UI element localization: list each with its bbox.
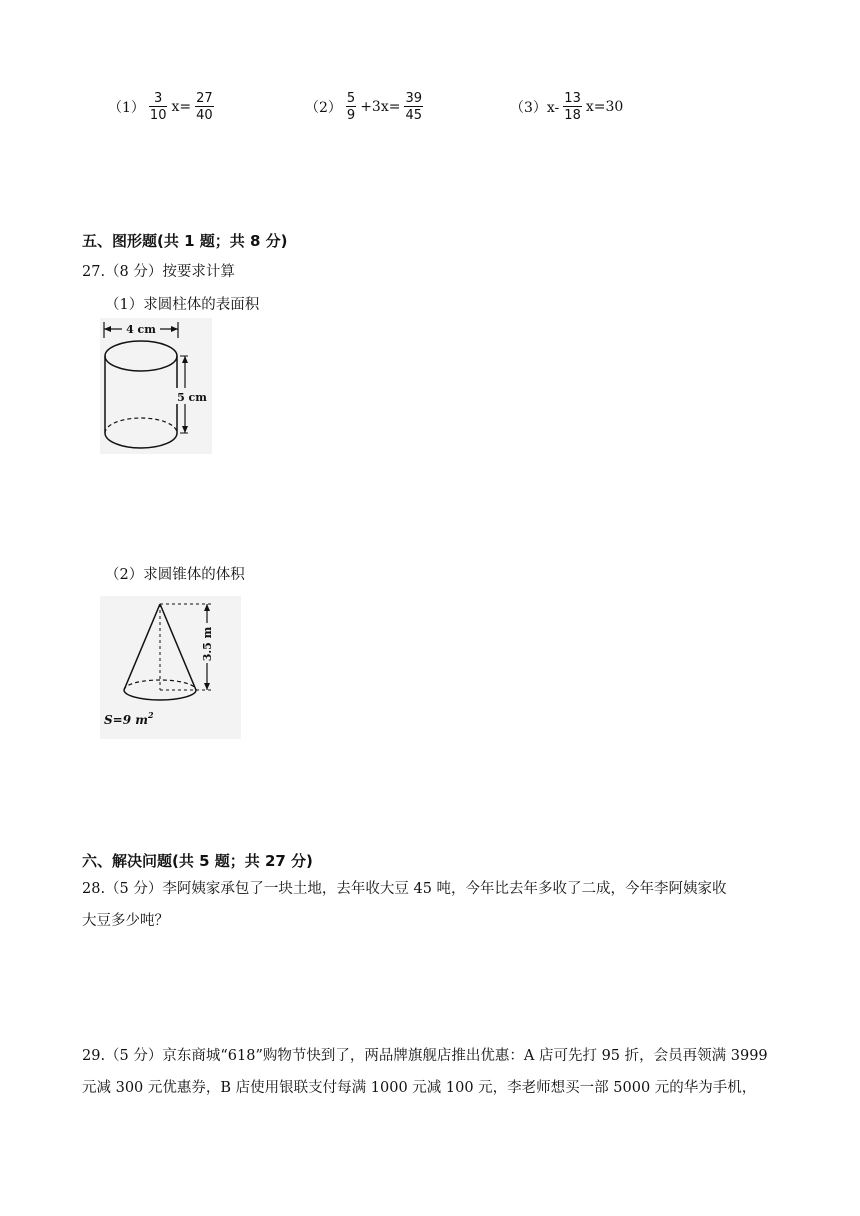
fraction [149, 92, 168, 122]
numerator: 3 [154, 91, 163, 106]
equation-1-label: （1） [108, 100, 145, 116]
question-28-line-2: 大豆多少吨？ [82, 913, 169, 929]
equation-3-label: （3）x- [510, 100, 560, 116]
numerator: 39 [405, 91, 423, 106]
fraction [404, 92, 423, 122]
denominator: 40 [196, 108, 213, 123]
denominator: 9 [346, 108, 356, 123]
denominator: 45 [405, 108, 423, 123]
numerator: 5 [346, 91, 356, 106]
equation-2 [305, 90, 427, 124]
height-label: 5 cm [177, 391, 207, 404]
equation-3 [510, 90, 623, 124]
numerator: 27 [196, 91, 213, 106]
fraction [563, 92, 582, 122]
fraction [195, 92, 214, 122]
cylinder-figure [100, 318, 212, 454]
equation-1-text: x= [171, 99, 192, 115]
fraction [346, 92, 356, 122]
question-29-line-1: 29.（5 分）京东商城“618”购物节快到了，两品牌旗舰店推出优惠：A 店可先打 95 折，会员再领满 3999 [82, 1048, 768, 1064]
equation-2-text: +3x= [360, 99, 401, 115]
denominator: 18 [564, 108, 581, 123]
equation-2-label: （2） [305, 100, 342, 116]
cylinder-diagram [100, 318, 212, 454]
cone-diagram [100, 596, 241, 739]
diameter-label: 4 cm [126, 323, 156, 336]
question-27-part-1: （1）求圆柱体的表面积 [105, 297, 260, 313]
question-28-line-1: 28.（5 分）李阿姨家承包了一块土地，去年收大豆 45 吨，今年比去年多收了二成，今年李阿姨家收 [82, 881, 727, 897]
section-5-title: 五、图形题(共 1 题；共 8 分) [82, 232, 288, 250]
base-area-label: S=9 $m^2$ [104, 710, 154, 727]
equation-3-text: x=30 [585, 99, 624, 115]
question-27: 27.（8 分）按要求计算 [82, 264, 235, 280]
numerator: 13 [564, 91, 581, 106]
cone-figure [100, 596, 241, 739]
section-6-title: 六、解决问题(共 5 题；共 27 分) [82, 852, 313, 870]
question-27-part-2: （2）求圆锥体的体积 [105, 567, 245, 583]
equation-1 [108, 90, 218, 124]
question-29-line-2: 元减 300 元优惠券，B 店使用银联支付每满 1000 元减 100 元，李老师想买一部 5000 元的华为手机， [82, 1080, 757, 1096]
cone-height-label: 3.5 m [201, 626, 214, 662]
denominator: 10 [149, 108, 167, 123]
